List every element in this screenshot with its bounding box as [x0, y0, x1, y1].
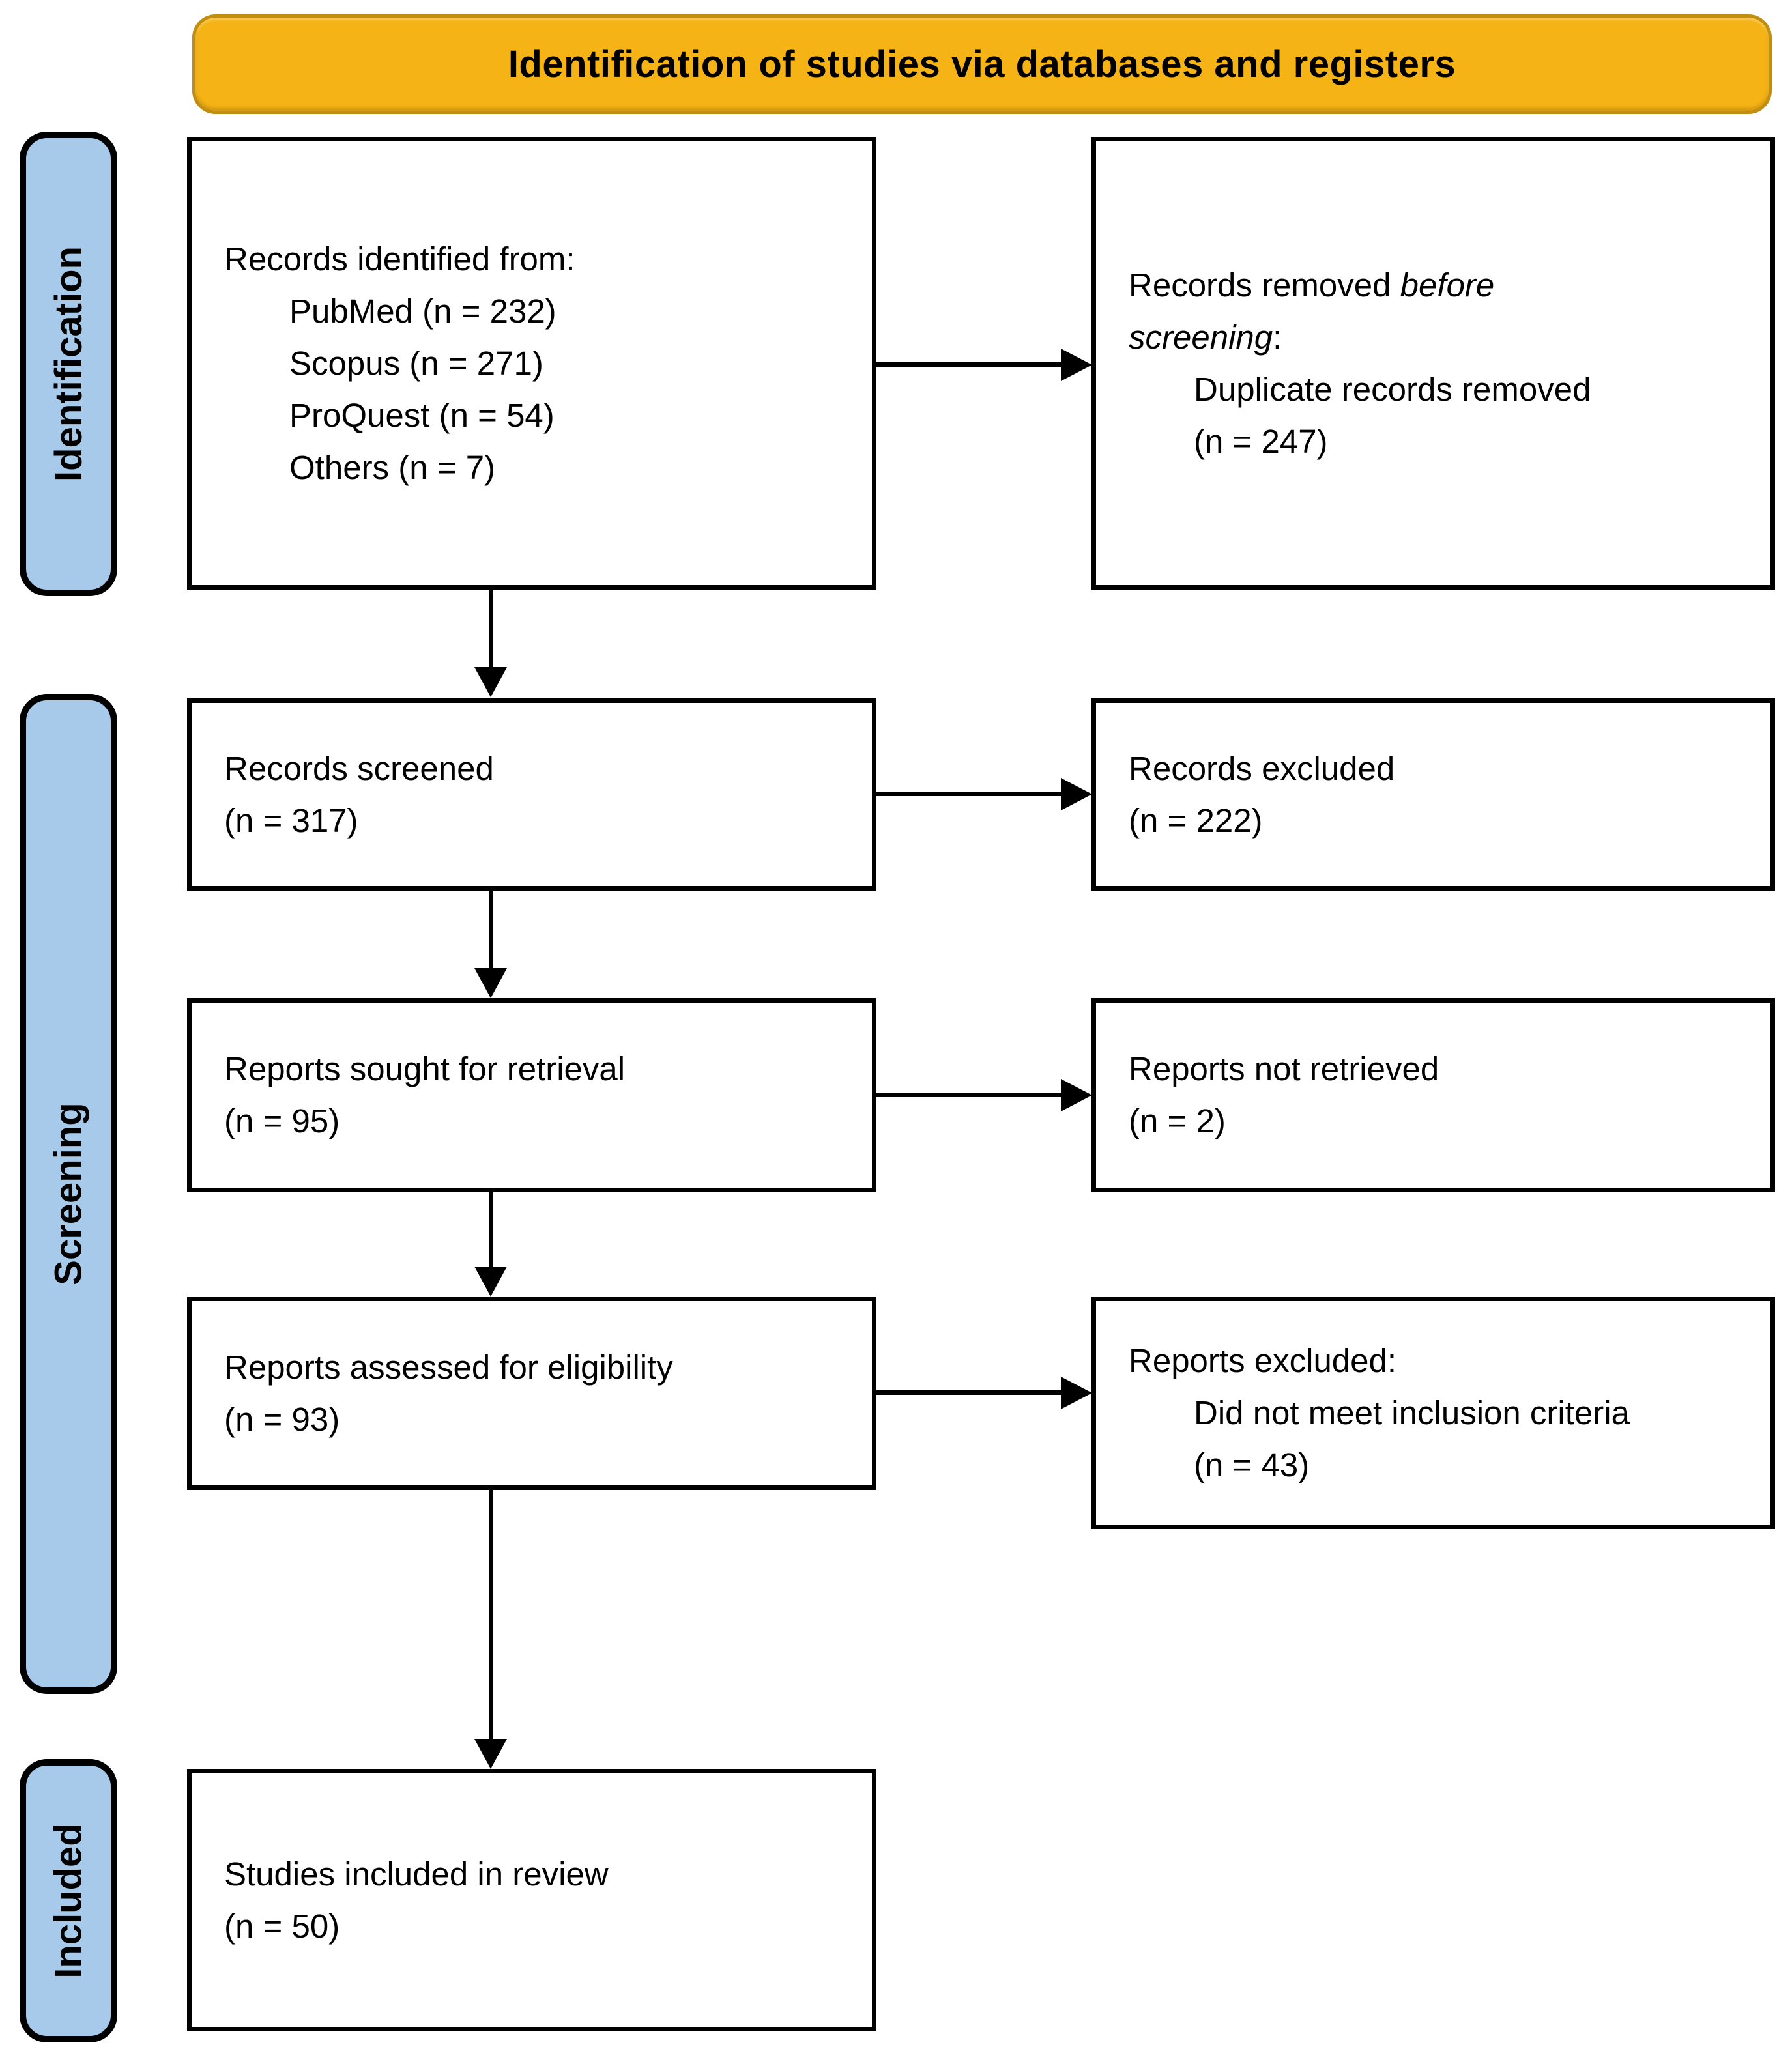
box-line-text: ProQuest (n = 54): [289, 396, 555, 434]
box-line: [224, 285, 859, 337]
box-records-identified: [187, 137, 876, 590]
box-line: [224, 442, 859, 494]
box-line-text: (n = 2): [1129, 1102, 1226, 1140]
box-studies-included-in-review: [187, 1769, 876, 2031]
box-line-text: :: [1273, 318, 1282, 356]
arrow-sought-to-not-retrieved-stem: [876, 1093, 1062, 1097]
box-line-text: Did not meet inclusion criteria: [1194, 1394, 1630, 1431]
box-reports-sought-for-retrieval: [187, 998, 876, 1192]
arrow-screened-to-excluded-stem: [876, 792, 1062, 796]
box-line: [1129, 1387, 1757, 1439]
box-line: [1129, 364, 1757, 416]
box-line-text: Reports not retrieved: [1129, 1050, 1439, 1087]
box-line: [224, 1900, 859, 1953]
box-line-text: (n = 222): [1129, 801, 1263, 839]
box-line-italic-text: screening: [1129, 318, 1273, 356]
banner-title: Identification of studies via databases and registers: [508, 43, 1456, 85]
arrow-screened-to-excluded-head-icon: [1061, 778, 1092, 810]
arrow-identified-to-removed-head-icon: [1061, 349, 1092, 381]
stage-label-identification: [20, 132, 117, 596]
box-line-text: PubMed (n = 232): [289, 292, 556, 330]
box-records-screened: [187, 698, 876, 891]
box-line: [224, 1341, 859, 1394]
box-reports-assessed-for-eligibility: [187, 1297, 876, 1490]
arrow-assessed-to-reports-excluded-stem: [876, 1390, 1062, 1395]
box-reports-not-retrieved: [1091, 998, 1775, 1192]
box-line-text: Reports sought for retrieval: [224, 1050, 626, 1087]
box-line: [224, 1095, 859, 1147]
box-line-text: Duplicate records removed: [1194, 370, 1591, 408]
box-line-text: Studies included in review: [224, 1855, 609, 1893]
box-line: [224, 390, 859, 442]
banner-identification-via-databases: [192, 14, 1772, 114]
arrow-sought-to-assessed-stem: [489, 1192, 493, 1267]
box-line-text: Reports assessed for eligibility: [224, 1348, 673, 1386]
box-line: [224, 743, 859, 795]
box-line: [1129, 1095, 1757, 1147]
box-line-text: Scopus (n = 271): [289, 344, 543, 382]
box-line: [224, 1394, 859, 1446]
box-line: [224, 337, 859, 390]
box-line-text: Records removed: [1129, 266, 1400, 304]
box-line: [224, 1043, 859, 1095]
box-line-text: Others (n = 7): [289, 448, 496, 486]
box-line-italic-text: before: [1400, 266, 1495, 304]
stage-label-screening: [20, 694, 117, 1694]
box-line: [1129, 1335, 1757, 1387]
box-line: [1129, 795, 1757, 847]
stage-label-included-text: Included: [47, 1823, 90, 1979]
box-line: [224, 795, 859, 847]
box-line: [1129, 743, 1757, 795]
arrow-sought-to-assessed-head-icon: [474, 1267, 507, 1297]
box-line-text: (n = 317): [224, 801, 358, 839]
arrow-sought-to-not-retrieved-head-icon: [1061, 1079, 1092, 1111]
arrow-screened-to-sought-head-icon: [474, 968, 507, 998]
box-line-text: (n = 50): [224, 1907, 340, 1945]
box-line: [1129, 416, 1757, 468]
stage-label-identification-text: Identification: [47, 246, 90, 481]
box-line-text: (n = 247): [1194, 422, 1328, 460]
box-line-text: Reports excluded:: [1129, 1341, 1397, 1379]
box-line-text: Records screened: [224, 749, 494, 787]
arrow-assessed-to-included-head-icon: [474, 1739, 507, 1769]
box-line: [1129, 311, 1757, 364]
box-line-text: (n = 95): [224, 1102, 340, 1140]
box-reports-excluded: [1091, 1297, 1775, 1529]
box-line-text: Records excluded: [1129, 749, 1395, 787]
box-line: [224, 1848, 859, 1900]
arrow-identified-to-screened-stem: [489, 590, 493, 669]
arrow-screened-to-sought-stem: [489, 891, 493, 970]
box-line-text: (n = 43): [1194, 1446, 1310, 1484]
arrow-assessed-to-reports-excluded-head-icon: [1061, 1377, 1092, 1409]
box-line-text: Records identified from:: [224, 240, 575, 278]
stage-label-screening-text: Screening: [47, 1102, 90, 1285]
arrow-identified-to-screened-head-icon: [474, 667, 507, 697]
box-line: [1129, 1439, 1757, 1491]
arrow-identified-to-removed-stem: [876, 362, 1062, 367]
box-records-removed-before-screening: [1091, 137, 1775, 590]
stage-label-included: [20, 1759, 117, 2042]
box-records-excluded: [1091, 698, 1775, 891]
box-line: [224, 233, 859, 285]
box-line: [1129, 259, 1757, 311]
box-line-text: (n = 93): [224, 1400, 340, 1438]
box-line: [1129, 1043, 1757, 1095]
arrow-assessed-to-included-stem: [489, 1490, 493, 1740]
